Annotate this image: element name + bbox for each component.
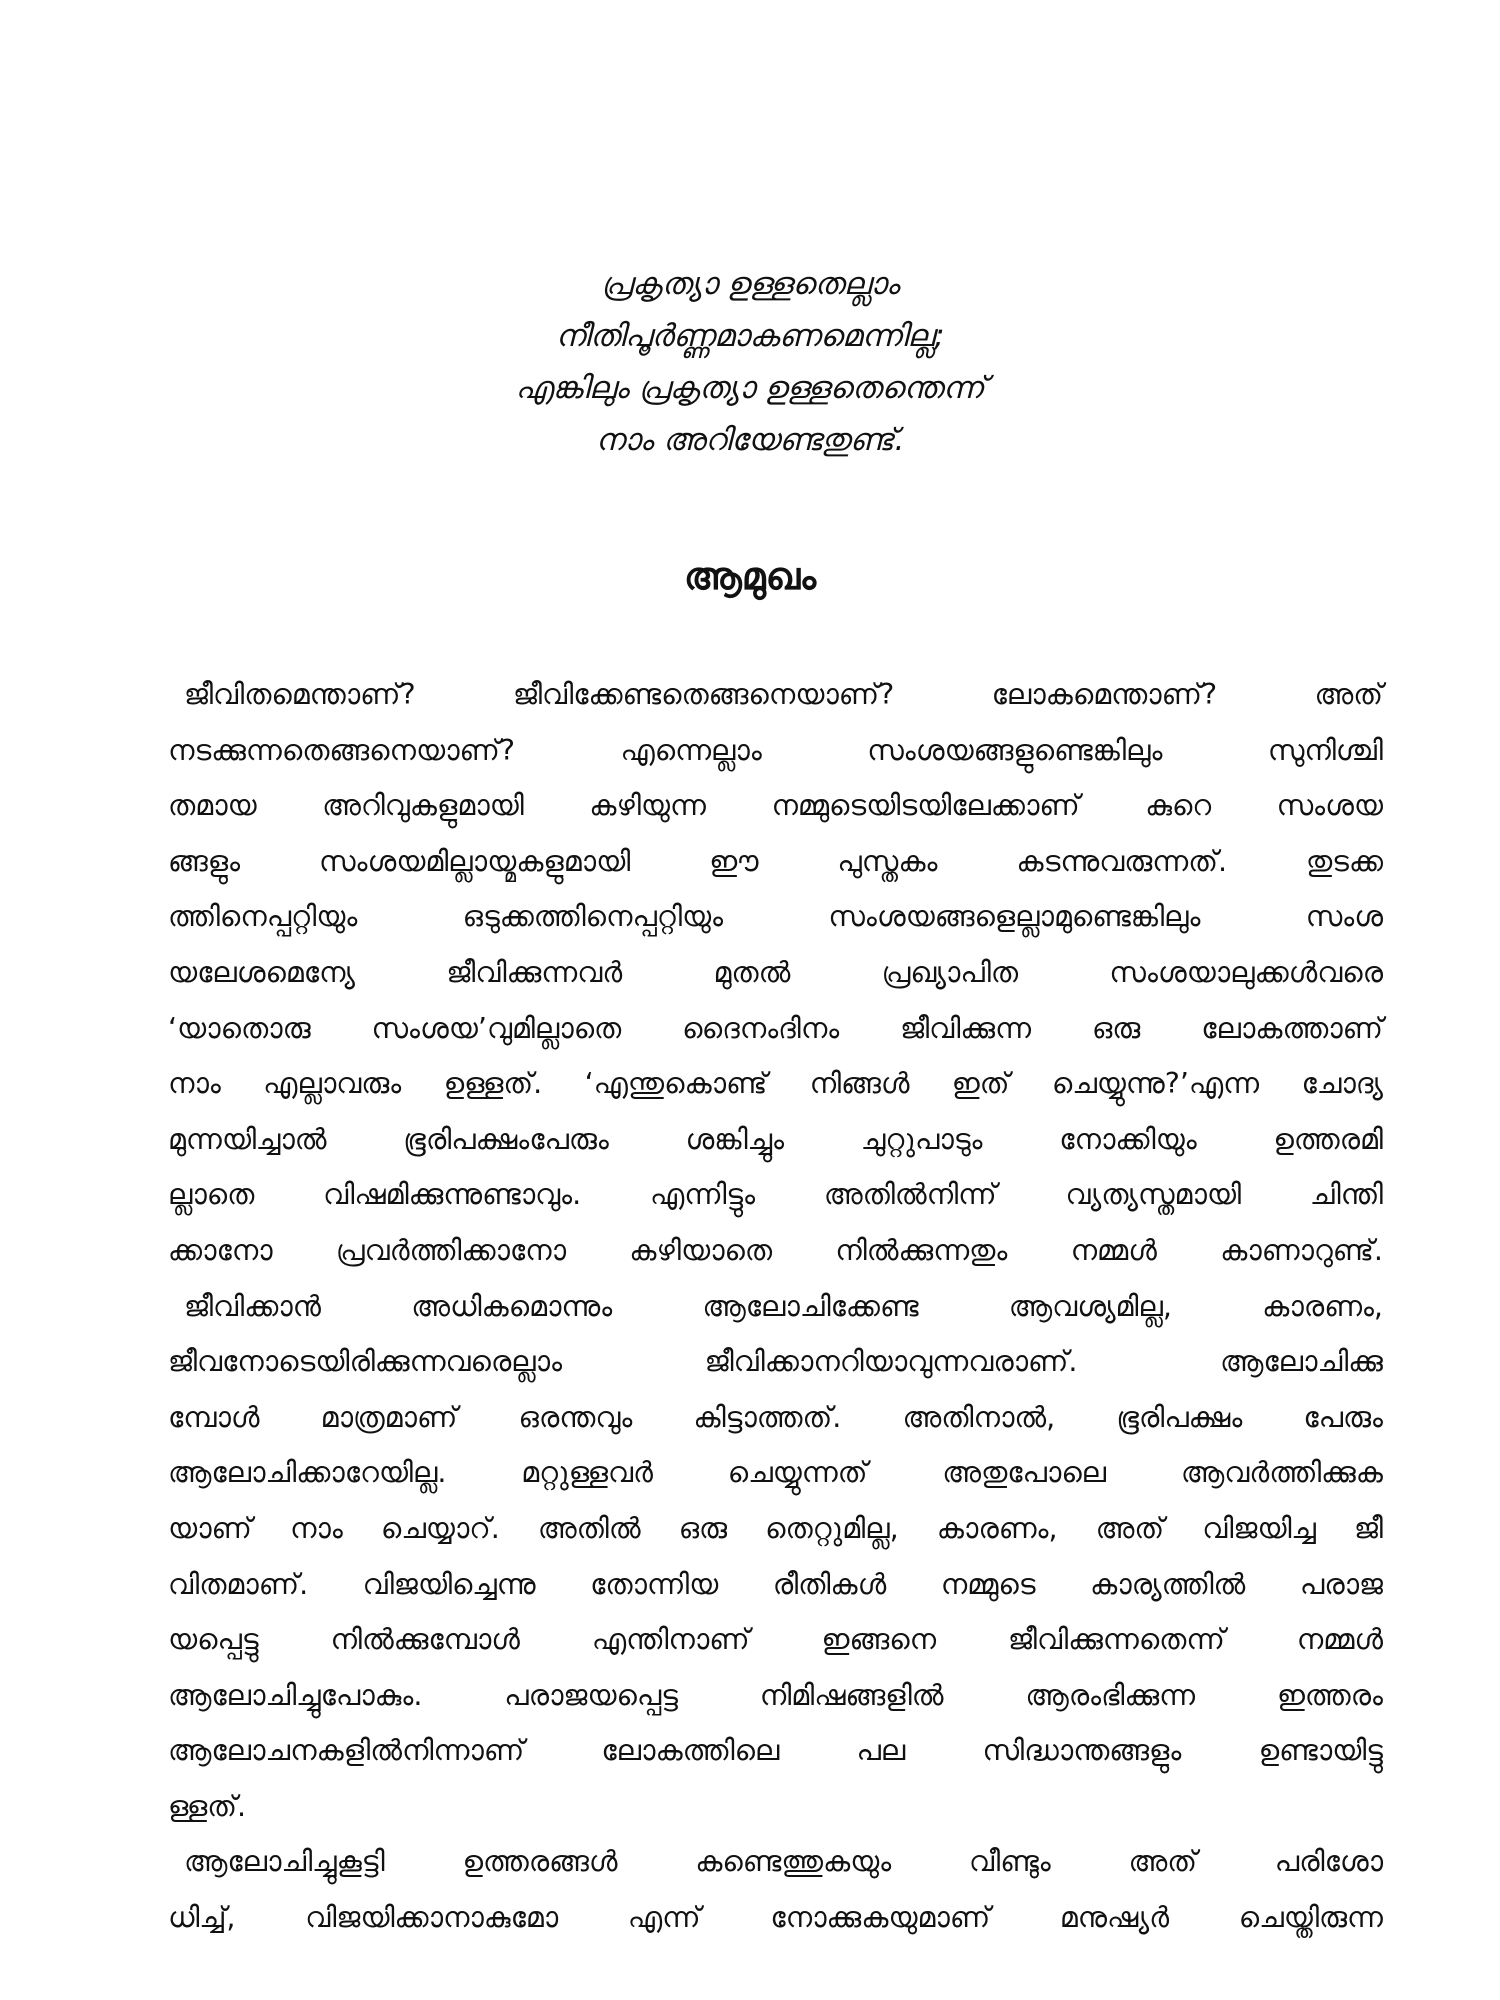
text-line: ആലോചിച്ചുകൂട്ടി ഉത്തരങ്ങൾ കണ്ടെത്തുകയും വീണ്ടും അത് പരിശോ (184, 1845, 1383, 1879)
epigraph-line: നാം അറിയേണ്ടതുണ്ട്. (595, 422, 905, 458)
text-line: യലേശമെന്യേ ജീവിക്കുന്നവർ മുതൽ പ്രഖ്യാപിത സംശയാലുക്കൾവരെ (168, 955, 1383, 989)
epigraph-line: എങ്കിലും പ്രകൃത്യാ ഉള്ളതെന്തെന്ന് (515, 370, 985, 406)
paragraph (168, 667, 1383, 1279)
text-line: ആലോചനകളിൽനിന്നാണ് ലോകത്തിലെ പല സിദ്ധാന്തങ്ങളും ഉണ്ടായിട്ടു (168, 1734, 1383, 1768)
paragraph (168, 1279, 1383, 1835)
body-text (168, 667, 1383, 1946)
text-line: നടക്കുന്നതെങ്ങനെയാണ്? എന്നെല്ലാം സംശയങ്ങളുണ്ടെങ്കിലും സുനിശ്ചി (168, 733, 1383, 767)
paragraph (168, 1834, 1383, 1945)
text-line: ‘യാതൊരു സംശയ’വുമില്ലാതെ ദൈനംദിനം ജീവിക്കുന്ന ഒരു ലോകത്താണ് (168, 1011, 1383, 1045)
text-line: ആലോചിച്ചുപോകും. പരാജയപ്പെട്ട നിമിഷങ്ങളിൽ ആരംഭിക്കുന്ന ഇത്തരം (168, 1678, 1383, 1712)
chapter-heading: ആമുഖം (683, 554, 817, 598)
text-line: ള്ളത്. (168, 1789, 247, 1823)
text-line: മുന്നയിച്ചാൽ ഭൂരിപക്ഷംപേരും ശങ്കിച്ചും ചുറ്റുപാടും നോക്കിയും ഉത്തരമി (168, 1122, 1383, 1156)
text-line: ക്കാനോ പ്രവർത്തിക്കാനോ കഴിയാതെ നിൽക്കുന്നതും നമ്മൾ കാണാറുണ്ട്. (168, 1233, 1383, 1267)
text-line: യാണ് നാം ചെയ്യാറ്. അതിൽ ഒരു തെറ്റുമില്ല, കാരണം, അത് വിജയിച്ച ജീ (168, 1511, 1383, 1545)
text-line: നാം എല്ലാവരും ഉള്ളത്. ‘എന്തുകൊണ്ട് നിങ്ങൾ ഇത് ചെയ്യുന്നു?’എന്ന ചോദ്യ (168, 1067, 1383, 1101)
epigraph-line: നീതിപൂർണ്ണമാകണമെന്നില്ല; (555, 318, 945, 354)
text-line: ആലോചിക്കാറേയില്ല. മറ്റുള്ളവർ ചെയ്യുന്നത് അതുപോലെ ആവർത്തിക്കുക (168, 1456, 1383, 1490)
epigraph (250, 258, 1250, 466)
text-line: ല്ലാതെ വിഷമിക്കുന്നുണ്ടാവും. എന്നിട്ടും അതിൽനിന്ന് വ്യത്യസ്തമായി ചിന്തി (168, 1178, 1383, 1212)
text-line: ജീവിതമെന്താണ്? ജീവിക്കേണ്ടതെങ്ങനെയാണ്? ലോകമെന്താണ്? അത് (184, 678, 1383, 711)
text-line: വിതമാണ്. വിജയിച്ചെന്നു തോന്നിയ രീതികൾ നമ്മുടെ കാര്യത്തിൽ പരാജ (168, 1567, 1383, 1601)
text-line: ജീവിക്കാൻ അധികമൊന്നും ആലോചിക്കേണ്ട ആവശ്യമില്ല, കാരണം, (184, 1289, 1383, 1323)
text-line: ങ്ങളും സംശയമില്ലായ്മകളുമായി ഈ പുസ്തകം കടന്നുവരുന്നത്. തുടക്ക (168, 844, 1383, 878)
text-line: ധിച്ച്, വിജയിക്കാനാകുമോ എന്ന് നോക്കുകയുമാണ് മനുഷ്യർ ചെയ്തിരുന്ന (168, 1901, 1383, 1935)
text-line: തമായ അറിവുകളുമായി കഴിയുന്ന നമ്മുടെയിടയിലേക്കാണ് കുറെ സംശയ (168, 789, 1383, 823)
epigraph-line: പ്രകൃത്യാ ഉള്ളതെല്ലാം (600, 266, 900, 302)
text-line: മ്പോൾ മാത്രമാണ് ഒരന്തവും കിട്ടാത്തത്. അതിനാൽ, ഭൂരിപക്ഷം പേരും (168, 1400, 1383, 1434)
text-line: ത്തിനെപ്പറ്റിയും ഒടുക്കത്തിനെപ്പറ്റിയും സംശയങ്ങളെല്ലാമുണ്ടെങ്കിലും സംശ (168, 900, 1383, 934)
text-line: ജീവനോടെയിരിക്കുന്നവരെല്ലാം ജീവിക്കാനറിയാവുന്നവരാണ്. ആലോചിക്കു (168, 1345, 1383, 1379)
text-line: യപ്പെട്ടു നിൽക്കുമ്പോൾ എന്തിനാണ് ഇങ്ങനെ ജീവിക്കുന്നതെന്ന് നമ്മൾ (168, 1623, 1383, 1657)
